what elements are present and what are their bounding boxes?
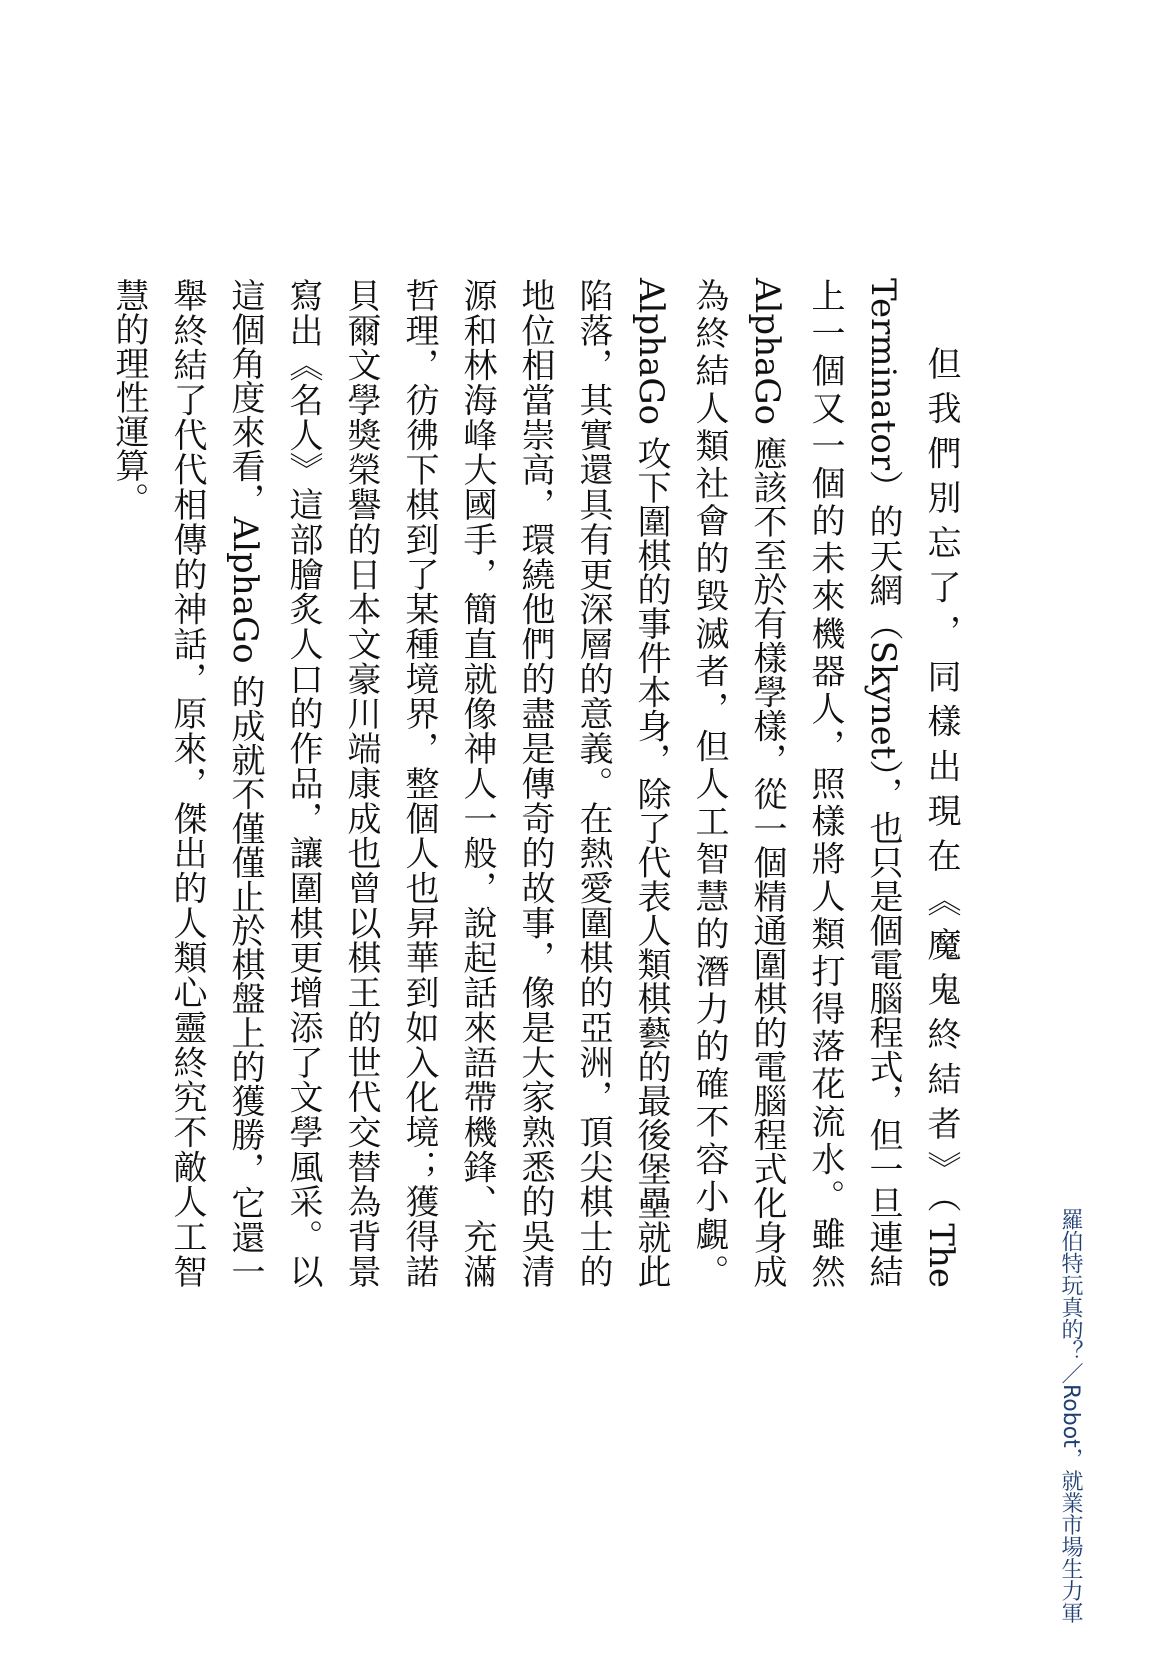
running-title: 羅伯特玩真的？／Robot，就業市場生力軍 (1058, 1208, 1083, 1624)
body-text (100, 278, 970, 1288)
body-paragraph: 但我們別忘了，同樣出現在《魔鬼終結者》（The Terminator）的天網（Skynet），也只是個電腦程式，但一旦連結上一個又一個的未來機器人，照樣將人類打得落花流水。雖然 AlphaGo 應該不至於有樣學樣，從一個精通圍棋的電腦程式化身成為終結人類社會的毀滅者，但人工智慧的潛力的確不容小覷。AlphaGo 攻下圍棋的事件本身，除了代表人類棋藝的最後堡壘就此陷落，其實還具有更深層的意義。在熱愛圍棋的亞洲，頂尖棋士的地位相當崇高，環繞他們的盡是傳奇的故事，像是大家熟悉的吳清源和林海峰大國手，簡直就像神人一般，說起話來語帶機鋒、充滿哲理，彷彿下棋到了某種境界，整個人也昇華到如入化境；獲得諾貝爾文學獎榮譽的日本文豪川端康成也曾以棋王的世代交替為背景寫出《名人》這部膾炙人口的作品，讓圍棋更增添了文學風采。以這個角度來看，AlphaGo 的成就不僅僅止於棋盤上的獲勝，它還一舉終結了代代相傳的神話，原來，傑出的人類心靈終究不敵人工智慧的理性運算。 (109, 278, 961, 1288)
